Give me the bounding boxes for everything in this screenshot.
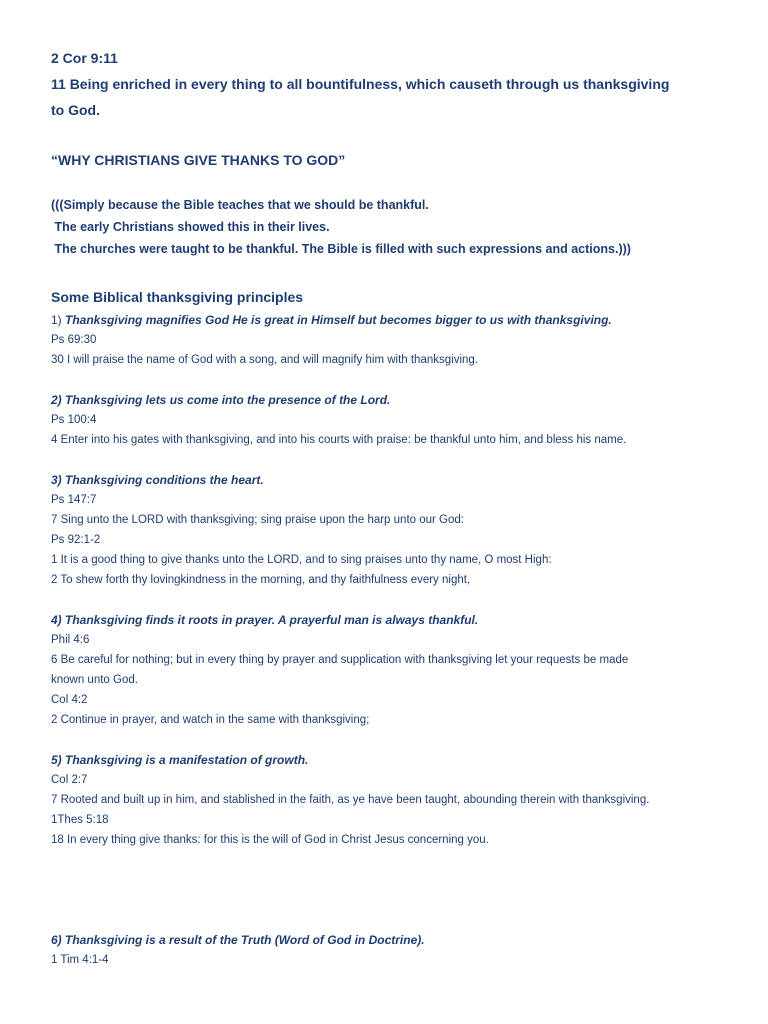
section-heading: Some Biblical thanksgiving principles — [51, 289, 304, 305]
intro-line: The early Christians showed this in their lives. — [51, 220, 330, 234]
intro-paragraph — [51, 194, 631, 260]
principle-heading-text: Thanksgiving magnifies God He is great in Himself but becomes bigger to us with thanksgiving. — [65, 313, 612, 327]
page-title: “WHY CHRISTIANS GIVE THANKS TO GOD” — [51, 152, 346, 168]
principle-number: 1) — [51, 313, 66, 327]
scripture-reference: Phil 4:6 — [51, 634, 90, 646]
scripture-reference: Ps 92:1-2 — [51, 534, 101, 546]
scripture-text: 18 In every thing give thanks: for this is the will of God in Christ Jesus concerning you. — [51, 834, 489, 846]
intro-line: The churches were taught to be thankful. The Bible is filled with such expressions and actions.))) — [51, 242, 631, 256]
scripture-text: 2 To shew forth thy lovingkindness in the morning, and thy faithfulness every night, — [51, 574, 471, 586]
principle-heading: 3) Thanksgiving conditions the heart. — [51, 473, 264, 487]
principle-heading: 4) Thanksgiving finds it roots in prayer. A prayerful man is always thankful. — [51, 613, 479, 627]
principle-2 — [51, 390, 626, 450]
scripture-reference: 1Thes 5:18 — [51, 814, 109, 826]
scripture-text: 7 Rooted and built up in him, and stablished in the faith, as ye have been taught, abounding therein with thanksgiving. — [51, 794, 650, 806]
scripture-reference: Ps 147:7 — [51, 494, 97, 506]
scripture-reference: Col 4:2 — [51, 694, 88, 706]
principle-heading — [51, 310, 612, 330]
scripture-reference: Col 2:7 — [51, 774, 88, 786]
scripture-text: 1 It is a good thing to give thanks unto the LORD, and to sing praises unto thy name, O most High: — [51, 554, 552, 566]
principle-3 — [51, 470, 552, 590]
scripture-header — [51, 45, 669, 123]
scripture-text: 4 Enter into his gates with thanksgiving, and into his courts with praise: be thankful unto him, and bless his name. — [51, 434, 627, 446]
scripture-reference: Ps 100:4 — [51, 414, 97, 426]
scripture-text: 2 Continue in prayer, and watch in the same with thanksgiving; — [51, 714, 370, 726]
intro-line: (((Simply because the Bible teaches that we should be thankful. — [51, 198, 429, 212]
principle-heading: 6) Thanksgiving is a result of the Truth (Word of God in Doctrine). — [51, 933, 425, 947]
scripture-text: 7 Sing unto the LORD with thanksgiving; sing praise upon the harp unto our God: — [51, 514, 464, 526]
principle-6 — [51, 930, 425, 970]
principle-1 — [51, 310, 612, 370]
scripture-reference: 1 Tim 4:1-4 — [51, 954, 109, 966]
scripture-text: 30 I will praise the name of God with a song, and will magnify him with thanksgiving. — [51, 354, 478, 366]
header-verse-line-1: 11 Being enriched in every thing to all bountifulness, which causeth through us thanksgiving — [51, 76, 670, 92]
header-reference: 2 Cor 9:11 — [51, 50, 118, 66]
header-verse-line-2: to God. — [51, 102, 100, 118]
scripture-text: known unto God. — [51, 674, 138, 686]
principle-4 — [51, 610, 628, 730]
scripture-text: 6 Be careful for nothing; but in every thing by prayer and supplication with thanksgiving let your requests be made — [51, 654, 629, 666]
principle-heading: 2) Thanksgiving lets us come into the presence of the Lord. — [51, 393, 391, 407]
principle-5 — [51, 750, 649, 850]
principle-heading: 5) Thanksgiving is a manifestation of growth. — [51, 753, 309, 767]
scripture-reference: Ps 69:30 — [51, 334, 97, 346]
